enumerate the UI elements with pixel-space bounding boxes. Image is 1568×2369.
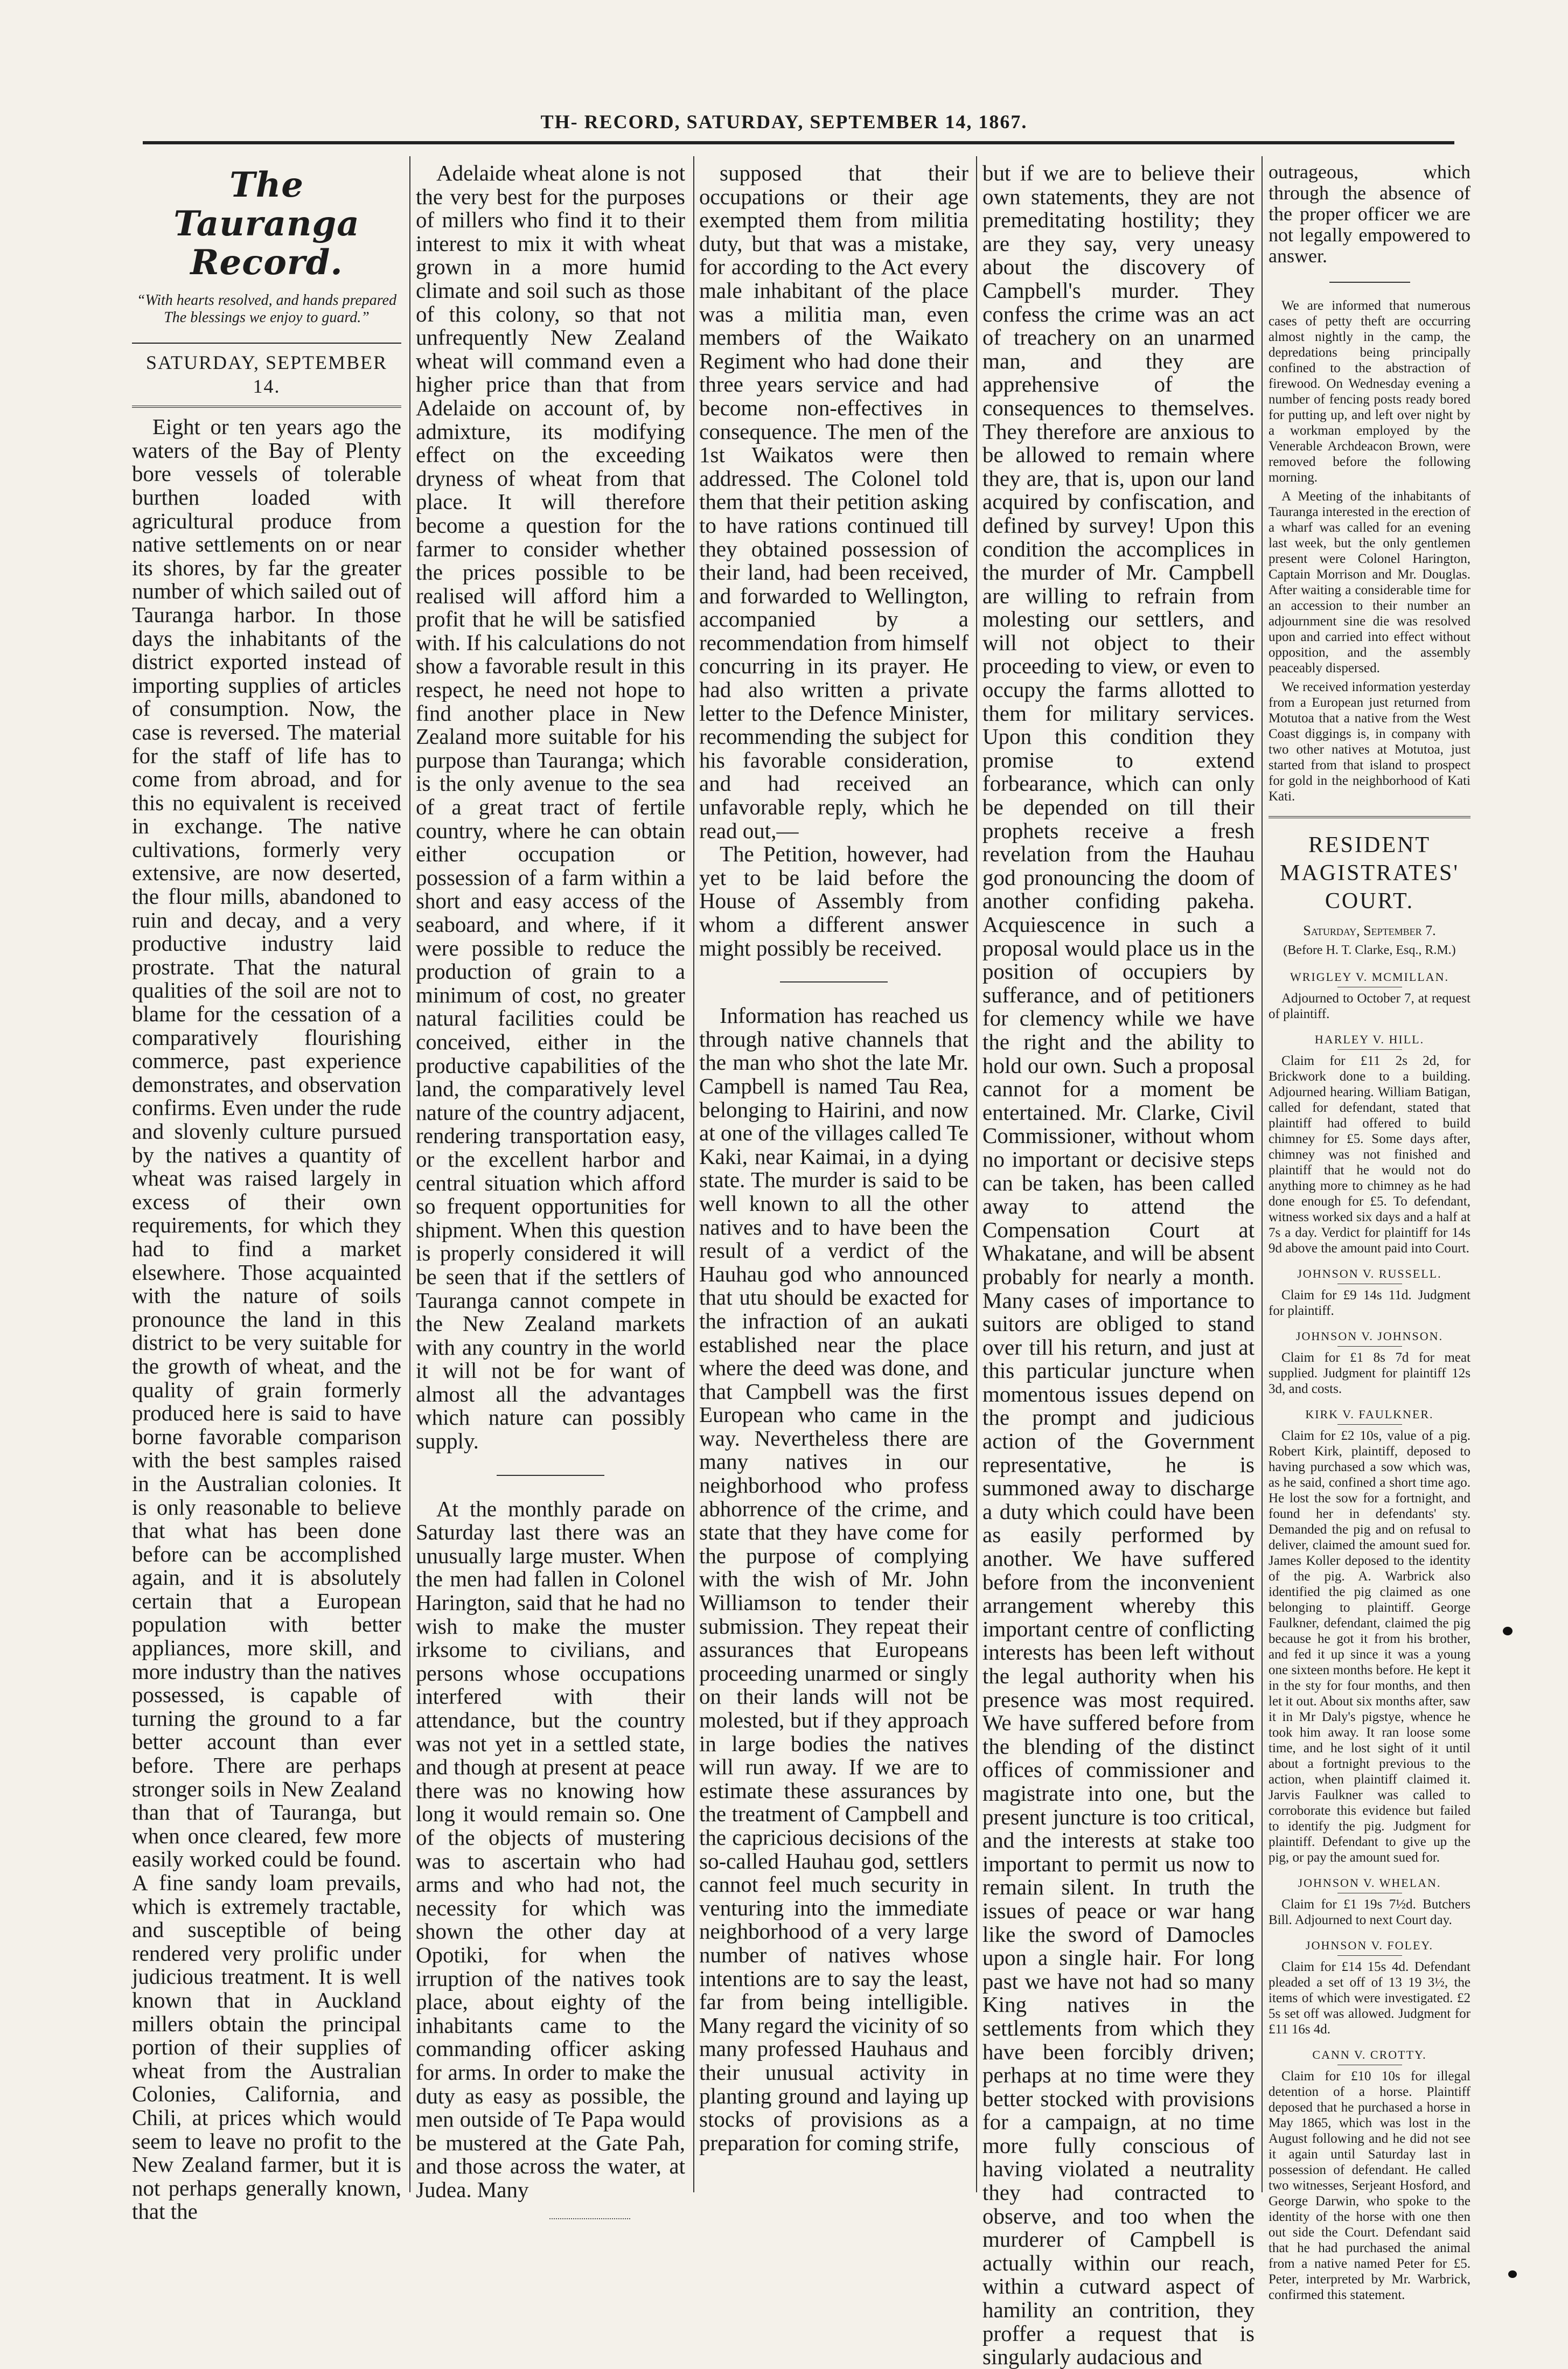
- ink-blot: [1503, 1627, 1513, 1635]
- case-text: Adjourned to October 7, at request of plaintiff.: [1269, 991, 1471, 1021]
- article-paragraph: At the monthly parade on Saturday last there was an unusually large muster. When the men had fallen in Colonel Harington, said that he had no wish to make the muster irksome to civilians, and persons whose occupations interfered with their attendance, but the country was not yet in a settled state, and though at present at peace there was no knowing how long it would remain so. One of the objects of mustering was to ascertain who had arms and who had not, the necessity for which was shown the other day at Opotiki, for when the irruption of the natives took place, about eighty of the inhabitants came to the commanding officer asking for arms. In order to make the duty as easy as possible, the men outside of Te Papa would be mustered at the Gate Pah, and those across the water, at Judea. Many: [416, 1496, 685, 2202]
- court-title-line-1: RESIDENT MAGISTRATES': [1280, 833, 1459, 886]
- running-head: TH‑ RECORD, SATURDAY, SEPTEMBER 14, 1867.: [540, 111, 1028, 133]
- article-paragraph: supposed that their occupations or their age exempted them from militia duty, but that was a mistake, for according to the Act every male inhabitant of the place was a militia man, even members of the Waikato Regiment who had done their three years service and had become non-effectives in consequence. The men of the 1st Waikatos were then addressed. The Colonel told them that their petition asking to have rations continued till they obtained possession of their land, had been received, and forwarded to Wellington, accompanied by a recommendation from himself concurring in its prayer. He had also written a private letter to the Defence Minister, recommending the subject for his favorable consideration, and had received an unfavorable reply, which he read out,—: [699, 161, 968, 843]
- news-item: We received information yesterday from a European just returned from Motutoa that a native from the West Coast diggings is, in company with two other natives at Motutoa, just started from that island to prospect for gold in the neighborhood of Kati Kati.: [1269, 680, 1471, 804]
- case-text: Claim for £14 15s 4d. Defendant pleaded a set off of 13 19 3½, the items of which were investigated. £2 5s set off was allowed. Judgment for £11 16s 4d.: [1269, 1960, 1471, 2037]
- footer-ornament: [549, 2218, 630, 2219]
- case-text: Claim for £2 10s, value of a pig. Robert Kirk, plaintiff, deposed to having purchased a sow which was, as he said, confined a short time ago. He lost the sow for a fortnight, and found her in defendants' sty. Demanded the pig and on refusal to deliver, claimed the amount sued for. James Koller deposed to the identity of the pig. A. Warbrick also identified the pig claimed as one belonging to plaintiff. George Faulkner, defendant, claimed the pig because he got it from his brother, and fed it up since it was a young one sixteen months before. He kept it in the sty for four months, and then let it out. About six months after, saw it in Mr Daly's pigstye, whence he took him away. It ran loose some time, and he lost sight of it until about a fortnight previous to the action, when plaintiff claimed it. Jarvis Faulkner was called to corroborate this evidence but failed to identify the pig. Judgment for plaintiff. Defendant to give up the pig, or pay the amount sued for.: [1269, 1429, 1471, 1865]
- article-separator: [497, 1475, 604, 1476]
- case-text: Claim for £10 10s for illegal detention of a horse. Plaintiff deposed that he purchased a horse in May 1865, which was lost in the August following and he did not see it again until Saturday last in possession of defendant. He called two witnesses, Serjeant Hosford, and George Darwin, who spoke to the identity of the horse with one then out side the Court. Defendant said that he had purchased the animal from a native named Peter for £5. Peter, interpreted by Mr. Warbrick, confirmed this statement.: [1269, 2069, 1471, 2302]
- case-title: HARLEY V. HILL.: [1269, 1032, 1471, 1050]
- dateline: SATURDAY, SEPTEMBER 14.: [145, 352, 388, 397]
- local-news: [1269, 298, 1471, 804]
- motto-line-2: The blessings we enjoy to guard.”: [164, 309, 370, 326]
- column-4: [982, 161, 1255, 2369]
- article-paragraph: Information has reached us through native channels that the man who shot the late Mr. Campbell is named Tau Rea, belonging to Hairini, and now at one of the villages called Te Kaki, near Kaimai, in a dying state. The murder is said to be well known to all the other natives and to have been the result of a verdict of the Hauhau god who announced that utu should be exacted for the infraction of an aukati established near the place where the deed was done, and that Campbell was the first European who came in the way. Nevertheless there are many natives in our neighborhood who profess abhorrence of the crime, and state that they have come for the purpose of complying with the wish of Mr. John Williamson to tender their submission. They repeat their assurances that Europeans proceeding unarmed or singly on their lands will not be molested, but if they approach in large bodies the natives will run away. If we are to estimate these assurances by the treatment of Campbell and the capricious decisions of the so-called Hauhau god, settlers cannot feel much security in venturing into the immediate neighborhood of a very large number of natives whose intentions are to say the least, far from being intelligible. Many regard the vicinity of so many professed Hauhaus and their unusual activity in planting ground and laying up stocks of provisions as a preparation for coming strife,: [699, 1003, 968, 2155]
- column-3: [699, 162, 968, 2187]
- article-separator: [780, 981, 888, 983]
- court-date: Saturday, September 7.: [1303, 923, 1436, 938]
- article-separator: [1329, 282, 1410, 283]
- court-cases: [1269, 969, 1471, 2303]
- masthead-title: The Tauranga Record.: [173, 165, 360, 283]
- article-paragraph: Adelaide wheat alone is not the very best for the purposes of millers who find it to their interest to mix it with wheat grown in a more humid climate and soil such as those of this colony, so that not unfrequently New Zealand wheat will command even a higher price than that from Adelaide on account of, by admixture, its modifying effect on the exceeding dryness of wheat from that place. It will therefore become a question for the farmer to consider whether the prices possible to be realised will afford him a profit that he will be satisfied with. If his calculations do not show a favorable result in this respect, he need not hope to find another place in New Zealand more suitable for his purpose than Tauranga; which is the only avenue to the sea of a great tract of fertile country, where he can obtain either occupation or possession of a farm within a short and easy access of the seaboard, and where, if it were possible to reduce the production of grain to a minimum of cost, no greater natural facilities could be conceived, either in the productive capabilities of the land, the comparatively level nature of the country adjacent, rendering transportation easy, or the excellent harbor and central situation which afford so frequent opportunities for shipment. When this question is properly considered it will be seen that if the settlers of Tauranga cannot compete in the New Zealand markets with any country in the world it will not be for want of almost all the advantages which nature can possibly supply.: [416, 161, 685, 1454]
- header-rule: [143, 141, 1454, 144]
- case-title: JOHNSON V. RUSSELL.: [1269, 1266, 1471, 1284]
- masthead-rule-top: [132, 343, 401, 344]
- news-item: A Meeting of the inhabitants of Tauranga interested in the erection of a wharf was called for an evening last week, but the only gentlemen present were Colonel Harington, Captain Morrison and Mr. Douglas. After waiting a considerable time for an accession to their number an adjournment sine die was resolved upon and carried into effect without opposition, and the assembly peaceably dispersed.: [1269, 489, 1471, 675]
- section-rule: [1269, 816, 1471, 818]
- ink-blot: [1508, 2270, 1517, 2278]
- case-text: Claim for £9 14s 11d. Judgment for plaintiff.: [1269, 1288, 1471, 1318]
- article-paragraph: but if we are to believe their own statements, they are not premeditating hostility; they are they say, very uneasy about the discovery of Campbell's murder. They confess the crime was an act of treachery on an unarmed man, and they are apprehensive of the consequences to themselves. They therefore are anxious to be allowed to remain where they are, that is, upon our land acquired by confiscation, and defined by survey! Upon this condition the accomplices in the murder of Mr. Campbell are willing to refrain from molesting our settlers, and will not object to their proceeding to view, or even to occupy the farms allotted to them for military services. Upon this condition they promise to extend forbearance, which can only be depended on till their prophets receive a fresh revelation from the Hauhau god pronouncing the doom of another confiding pakeha. Acquiescence in such a proposal would place us in the position of occupiers by sufferance, and of petitioners for clemency while we have the right and the ability to hold our own. Such a proposal cannot for a moment be entertained. Mr. Clarke, Civil Commissioner, without whom no important or decisive steps can be taken, has been called away to attend the Compensation Court at Whakatane, and will be absent probably for nearly a month. Many cases of importance to suitors are obliged to stand over till his return, and just at this particular juncture when momentous issues depend on the prompt and judicious action of the Government representative, he is summoned away to discharge a duty which could have been as easily performed by another. We have suffered before from the inconvenient arrangement whereby this important centre of conflicting interests has been left without the legal authority when his presence was most required. We have suffered before from the blending of the distinct offices of commissioner and magistrate into one, but the present juncture is too critical, and the interests at stake too important to permit us now to remain silent. In truth the issues of peace or war hang like the sword of Damocles upon a single hair. For long past we have not had so many King natives in the settlements from which they have been forcibly driven; perhaps at no time were they better stocked with provisions for a campaign, at no time more fully conscious of having violated a neutrality they had contracted to observe, and too when the murderer of Campbell is actually within our reach, within a cutward aspect of hamility an contrition, they proffer a request that is singularly audacious and: [982, 161, 1255, 2369]
- case-text: Claim for £1 8s 7d for meat supplied. Judgment for plaintiff 12s 3d, and costs.: [1269, 1350, 1471, 1396]
- case-title: CANN V. CROTTY.: [1269, 2047, 1471, 2065]
- case-title: JOHNSON V. JOHNSON.: [1269, 1328, 1471, 1347]
- column-rule: [693, 156, 694, 2192]
- article-paragraph: Eight or ten years ago the waters of the Bay of Plenty bore vessels of tolerable burthen loaded with agricultural produce from native settlements on or near its shores, by far the greater number of which sailed out of Tauranga harbor. In those days the inhabitants of the district exported instead of importing supplies of articles of consumption. Now, the case is reversed. The material for the staff of life has to come from abroad, and for this no equivalent is received in exchange. The native cultivations, formerly very extensive, are now deserted, the flour mills, abandoned to ruin and decay, and a very productive industry laid prostrate. That the natural qualities of the soil are not to blame for the cessation of a comparatively flourishing commerce, past experience demonstrates, and observation confirms. Even under the rude and slovenly culture pursued by the natives a quantity of wheat was raised largely in excess of their own requirements, for which they had to find a market elsewhere. Those acquainted with the nature of soils pronounce the land in this district to be very suitable for the growth of wheat, and the quality of grain formerly produced here is said to have borne favorable comparison with the best samples raised in the Australian colonies. It is only reasonable to believe that what has been done before can be accomplished again, and it is absolutely certain that a European population with better appliances, more skill, and more industry than the natives possessed, is capable of turning the ground to a far better account than ever before. There are perhaps stronger soils in New Zealand than that of Tauranga, but when once cleared, few more easily worked could be found. A fine sandy loam prevails, which is extremely tractable, and susceptible of being rendered very prolific under judicious treatment. It is well known that in Auckland millers obtain the principal portion of their supplies of wheat from the Australian Colonies, California, and Chili, at prices which would seem to leave no profit to the New Zealand farmer, but it is not perhaps generally known, that the: [132, 414, 401, 2224]
- case-title: WRIGLEY V. MCMILLAN.: [1269, 969, 1471, 987]
- court-bench: (Before H. T. Clarke, Esq., R.M.): [1283, 943, 1456, 957]
- court-section-title: [1269, 831, 1471, 915]
- case-title: JOHNSON V. FOLEY.: [1269, 1938, 1471, 1956]
- court-title-line-2: COURT.: [1325, 889, 1414, 914]
- case-text: Claim for £11 2s 2d, for Brickwork done to a building. Adjourned hearing. William Batigan, called for defendant, stated that plaintiff had offered to build chimney for £5. Some days after, chimney was not finished and plaintiff that he would not do anything more to chimney as he had done enough for £5. To defendant, witness worked six days and a half at 7s a day. Verdict for plaintiff for 14s 9d above the amount paid into Court.: [1269, 1054, 1471, 1256]
- masthead-motto: [132, 292, 401, 326]
- article-paragraph: The Petition, however, had yet to be laid before the House of Assembly from whom a different answer might possibly be received.: [699, 841, 968, 960]
- column-1: [132, 162, 401, 2224]
- news-item: We are informed that numerous cases of petty theft are occurring almost nightly in the camp, the depredations being principally confined to the abstraction of firewood. On Wednesday evening a number of fencing posts ready bored for putting up, and left over night by a workman employed by the Venerable Archdeacon Brown, were removed before the following morning.: [1269, 298, 1471, 485]
- case-text: Claim for £1 19s 7½d. Butchers Bill. Adjourned to next Court day.: [1269, 1897, 1471, 1927]
- article-paragraph: outrageous, which through the absence of the proper officer we are not legally empowered to answer.: [1269, 161, 1471, 267]
- column-2: [416, 161, 685, 2202]
- case-title: JOHNSON V. WHELAN.: [1269, 1875, 1471, 1893]
- motto-line-1: “With hearts resolved, and hands prepared: [136, 292, 397, 309]
- masthead-rule-bottom: [132, 406, 401, 408]
- column-5: [1269, 161, 1471, 2302]
- column-rule: [409, 156, 410, 2192]
- column-rule: [976, 156, 977, 2192]
- column-rule: [1262, 156, 1263, 2192]
- case-title: KIRK V. FAULKNER.: [1269, 1406, 1471, 1425]
